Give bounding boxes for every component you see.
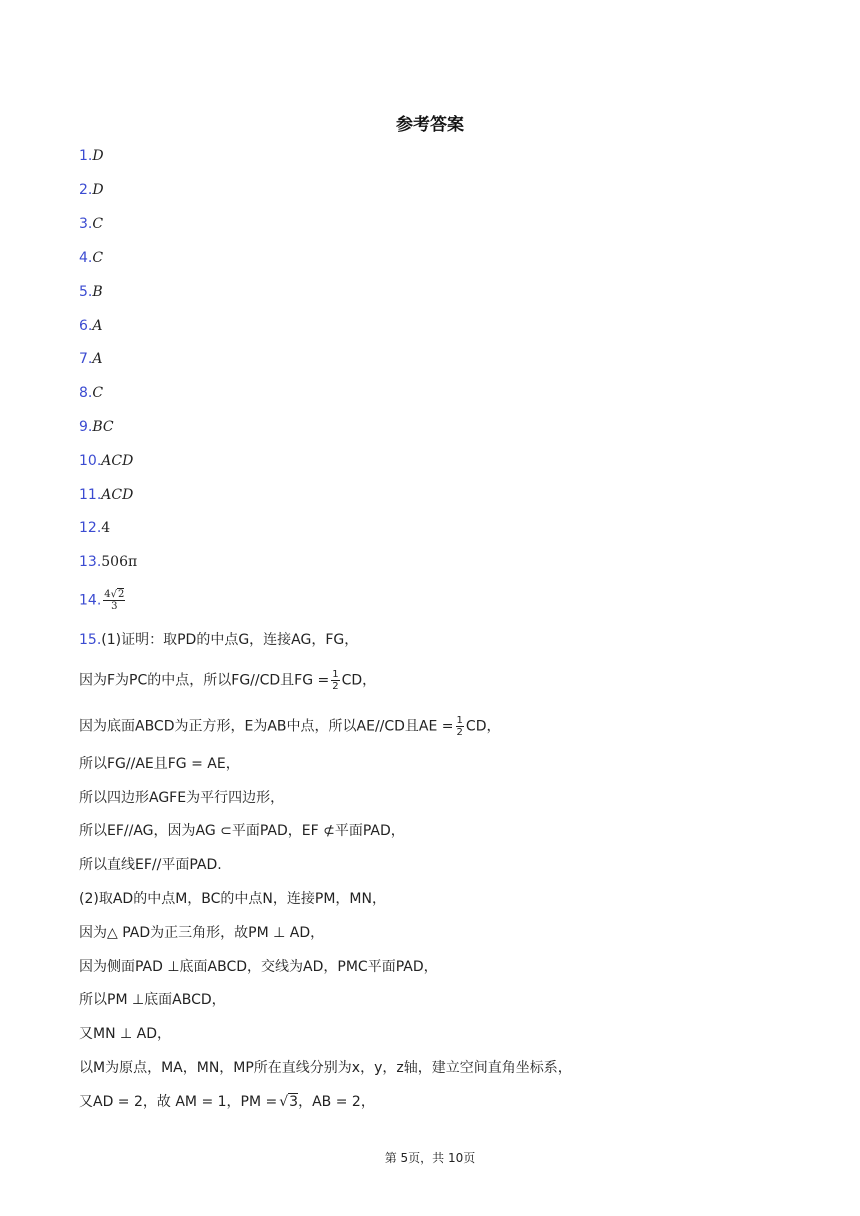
solution-line: 所以四边形AGFE为平行四边形， bbox=[79, 790, 285, 806]
fraction: $\frac{4√2}{3}$ bbox=[104, 589, 125, 612]
answer-item: 10.ACD bbox=[79, 453, 134, 469]
answer-item: 5.B bbox=[79, 284, 103, 300]
solution-line: 又AD = 2，故 AM = 1，PM = √3，AB = 2， bbox=[79, 1094, 375, 1110]
answer-item: 7.A bbox=[79, 351, 103, 367]
solution-line: 所以FG//AE且FG = AE， bbox=[79, 756, 240, 772]
answer-item: 2.D bbox=[79, 182, 104, 198]
answer-item: 14. $\frac{4√2}{3}$ bbox=[79, 589, 125, 612]
answer-item: 4.C bbox=[79, 250, 104, 266]
answer-item: 8.C bbox=[79, 385, 104, 401]
answer-item: 13.506π bbox=[79, 554, 138, 570]
solution-line: 因为侧面PAD ⊥底面ABCD，交线为AD，PMC平面PAD， bbox=[79, 959, 438, 975]
answer-item: 12.4 bbox=[79, 520, 111, 536]
solution-line: 因为F为PC的中点，所以FG//CD且FG = $\frac{1}{2}$ CD， bbox=[79, 669, 377, 692]
solution-line: 所以直线EF//平面PAD. bbox=[79, 857, 222, 873]
fraction-half: $\frac{1}{2}$ bbox=[456, 715, 463, 738]
solution-line: 因为△ PAD为正三角形，故PM ⊥ AD， bbox=[79, 925, 325, 941]
fraction-half: $\frac{1}{2}$ bbox=[332, 669, 339, 692]
solution-line: 以M为原点，MA，MN，MP所在直线分别为x，y，z轴，建立空间直角坐标系， bbox=[79, 1060, 572, 1076]
solution-line: 又MN ⊥ AD， bbox=[79, 1026, 172, 1042]
answer-item: 9.BC bbox=[79, 419, 114, 435]
solution-line: 所以PM ⊥底面ABCD， bbox=[79, 992, 226, 1008]
answer-item: 6.A bbox=[79, 318, 103, 334]
answer-item: 1.D bbox=[79, 148, 104, 164]
solution-line: 15.(1)证明：取PD的中点G，连接AG，FG， bbox=[79, 632, 359, 648]
solution-line: 所以EF//AG，因为AG ⊂平面PAD，EF ⊄平面PAD， bbox=[79, 823, 405, 839]
page-title: 参考答案 bbox=[396, 115, 464, 135]
page-footer: 第 5页，共 10页 bbox=[384, 1151, 476, 1165]
solution-line: (2)取AD的中点M，BC的中点N，连接PM，MN， bbox=[79, 891, 386, 907]
answer-item: 11.ACD bbox=[79, 487, 134, 503]
answer-item: 3.C bbox=[79, 216, 104, 232]
solution-line: 因为底面ABCD为正方形，E为AB中点，所以AE//CD且AE = $\frac{1}{2}$ CD， bbox=[79, 715, 501, 738]
